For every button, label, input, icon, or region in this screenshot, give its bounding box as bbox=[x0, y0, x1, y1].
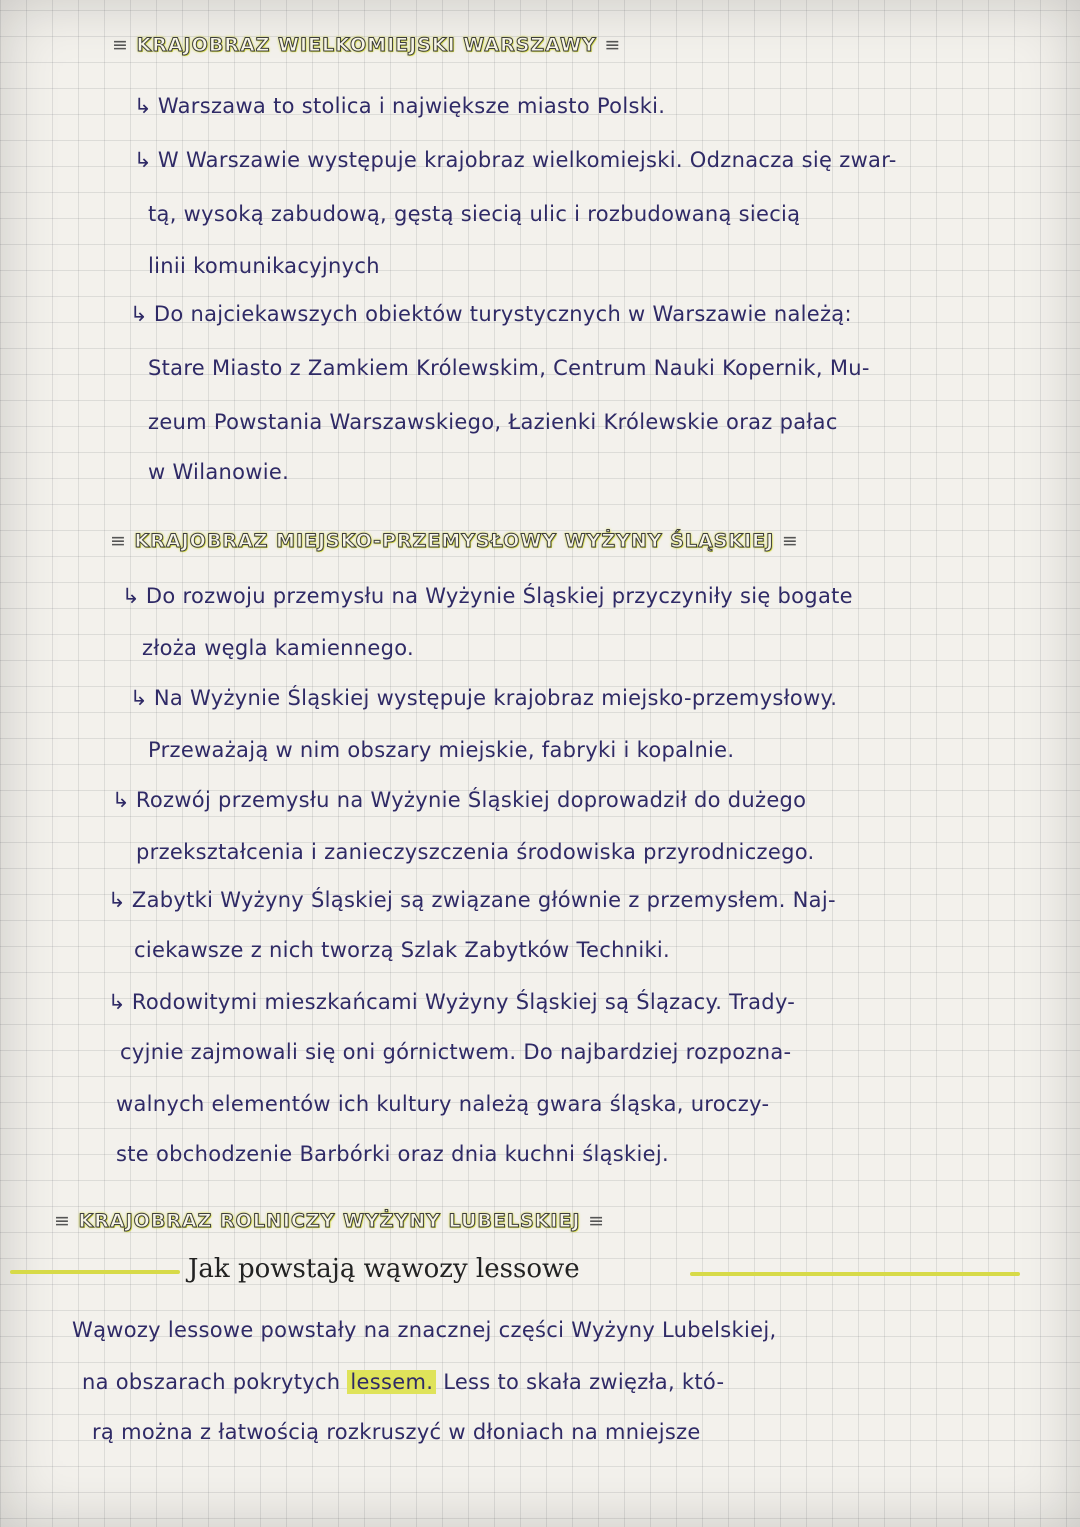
highlighted-word: lessem. bbox=[347, 1370, 436, 1394]
heading-deco-left: ≡ bbox=[112, 34, 129, 56]
note-line bbox=[148, 254, 380, 278]
note-line bbox=[148, 202, 800, 226]
arrow-icon: ↳ bbox=[108, 888, 126, 912]
note-text: ste obchodzenie Barbórki oraz dnia kuchni śląskiej. bbox=[116, 1142, 669, 1166]
note-text: linii komunikacyjnych bbox=[148, 254, 380, 278]
section-heading-warsaw bbox=[112, 34, 621, 56]
note-text: Rodowitymi mieszkańcami Wyżyny Śląskiej są Ślązacy. Trady- bbox=[131, 990, 796, 1014]
section-heading-text: KRAJOBRAZ ROLNICZY WYŻYNY LUBELSKIEJ bbox=[78, 1210, 581, 1232]
note-line bbox=[120, 1040, 791, 1064]
note-text: W Warszawie występuje krajobraz wielkomiejski. Odznacza się zwar- bbox=[157, 148, 897, 172]
arrow-icon: ↳ bbox=[112, 788, 130, 812]
heading-deco-left: ≡ bbox=[110, 530, 127, 552]
note-line bbox=[130, 686, 837, 710]
arrow-icon: ↳ bbox=[134, 148, 152, 172]
note-text: tą, wysoką zabudową, gęstą siecią ulic i rozbudowaną siecią bbox=[148, 202, 801, 226]
note-text: Do rozwoju przemysłu na Wyżynie Śląskiej przyczyniły się bogate bbox=[145, 584, 853, 608]
note-text: Zabytki Wyżyny Śląskiej są związane głównie z przemysłem. Naj- bbox=[131, 888, 836, 912]
note-text: Warszawa to stolica i największe miasto Polski. bbox=[157, 94, 666, 118]
note-text: cyjnie zajmowali się oni górnictwem. Do najbardziej rozpozna- bbox=[120, 1040, 792, 1064]
heading-deco-right: ≡ bbox=[588, 1210, 606, 1232]
note-text: Rozwój przemysłu na Wyżynie Śląskiej doprowadził do dużego bbox=[135, 788, 807, 812]
divider-right bbox=[690, 1272, 1020, 1276]
note-line bbox=[148, 460, 289, 484]
note-text: Stare Miasto z Zamkiem Królewskim, Centrum Nauki Kopernik, Mu- bbox=[148, 356, 870, 380]
arrow-icon: ↳ bbox=[134, 94, 152, 118]
heading-deco-right: ≡ bbox=[781, 530, 799, 552]
note-line bbox=[136, 840, 814, 864]
note-line bbox=[82, 1370, 724, 1394]
note-line bbox=[142, 636, 414, 660]
note-line bbox=[112, 788, 806, 812]
note-text: rą można z łatwością rozkruszyć w dłoniach na mniejsze bbox=[92, 1420, 701, 1444]
heading-deco-left: ≡ bbox=[54, 1210, 71, 1232]
subheading-loess-ravines: Jak powstają wąwozy lessowe bbox=[188, 1254, 580, 1284]
note-text: przekształcenia i zanieczyszczenia środowiska przyrodniczego. bbox=[136, 840, 815, 864]
arrow-icon: ↳ bbox=[122, 584, 140, 608]
note-text: Less to skała zwięzła, któ- bbox=[443, 1370, 725, 1394]
note-line bbox=[72, 1318, 776, 1342]
note-line bbox=[130, 302, 852, 326]
note-line bbox=[116, 1142, 669, 1166]
note-text: Wąwozy lessowe powstały na znacznej części Wyżyny Lubelskiej, bbox=[72, 1318, 777, 1342]
note-line bbox=[108, 888, 836, 912]
note-line bbox=[134, 148, 897, 172]
note-line bbox=[148, 356, 870, 380]
note-line bbox=[122, 584, 853, 608]
note-line bbox=[116, 1092, 769, 1116]
note-line bbox=[134, 938, 670, 962]
section-heading-silesia bbox=[110, 530, 799, 552]
note-text: złoża węgla kamiennego. bbox=[142, 636, 415, 660]
note-line bbox=[134, 94, 665, 118]
section-heading-lublin bbox=[54, 1210, 605, 1232]
note-text: ciekawsze z nich tworzą Szlak Zabytków Techniki. bbox=[134, 938, 671, 962]
note-line bbox=[108, 990, 795, 1014]
section-heading-text: KRAJOBRAZ WIELKOMIEJSKI WARSZAWY bbox=[136, 34, 597, 56]
arrow-icon: ↳ bbox=[108, 990, 126, 1014]
arrow-icon: ↳ bbox=[130, 686, 148, 710]
note-line bbox=[148, 410, 838, 434]
note-text: walnych elementów ich kultury należą gwara śląska, uroczy- bbox=[116, 1092, 770, 1116]
note-text: Przeważają w nim obszary miejskie, fabryki i kopalnie. bbox=[148, 738, 735, 762]
note-text: w Wilanowie. bbox=[148, 460, 290, 484]
note-text: zeum Powstania Warszawskiego, Łazienki Królewskie oraz pałac bbox=[148, 410, 838, 434]
note-text: Na Wyżynie Śląskiej występuje krajobraz miejsko-przemysłowy. bbox=[153, 686, 838, 710]
divider-left bbox=[10, 1270, 180, 1274]
note-text: na obszarach pokrytych bbox=[82, 1370, 341, 1394]
note-line bbox=[148, 738, 734, 762]
section-heading-text: KRAJOBRAZ MIEJSKO-PRZEMYSŁOWY WYŻYNY ŚLĄSKIEJ bbox=[134, 530, 775, 552]
arrow-icon: ↳ bbox=[130, 302, 148, 326]
heading-deco-right: ≡ bbox=[604, 34, 622, 56]
note-text: Do najciekawszych obiektów turystycznych w Warszawie należą: bbox=[153, 302, 852, 326]
note-line bbox=[92, 1420, 701, 1444]
